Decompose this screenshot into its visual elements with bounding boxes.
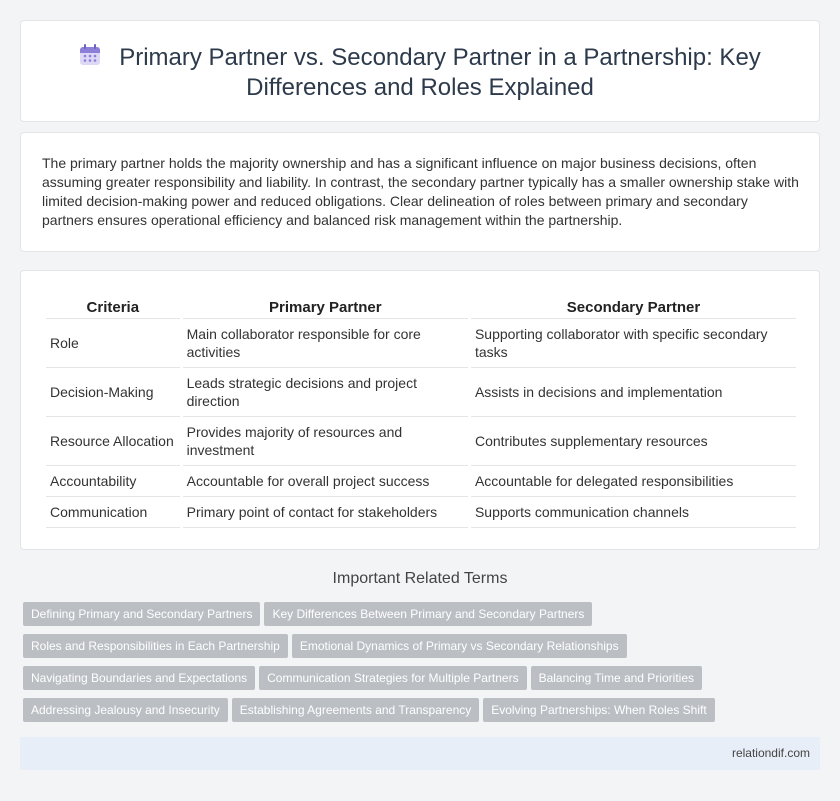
row-primary: Provides majority of resources and investment	[183, 417, 468, 466]
page-title	[21, 43, 819, 102]
table-row	[46, 368, 796, 417]
related-term-tag[interactable]: Key Differences Between Primary and Secondary Partners	[264, 602, 592, 626]
table-row	[46, 319, 796, 368]
header-primary-partner: Primary Partner	[183, 297, 468, 319]
row-criteria: Resource Allocation	[46, 417, 180, 466]
related-term-tag[interactable]: Navigating Boundaries and Expectations	[23, 666, 255, 690]
comparison-card	[20, 270, 820, 550]
title-line-1: Primary Partner vs. Secondary Partner in a Partnership: Key	[119, 44, 761, 71]
related-term-tag[interactable]: Emotional Dynamics of Primary vs Secondary Relationships	[292, 634, 627, 658]
row-criteria: Accountability	[46, 466, 180, 497]
intro-paragraph: The primary partner holds the majority ownership and has a significant influence on major business decisions, often assuming greater responsibility and liability. In contrast, the secondary partner typically has a smaller ownership stake with limited decision-making power and reduced obligations. Clear delineation of roles between primary and secondary partners ensures operational efficiency and balanced risk management within the partnership.	[42, 155, 799, 228]
calendar-icon	[79, 44, 101, 73]
comparison-table	[43, 297, 799, 528]
site-link[interactable]: relationdif.com	[731, 746, 810, 760]
related-term-tag[interactable]: Communication Strategies for Multiple Partners	[259, 666, 526, 690]
table-header-row	[46, 297, 796, 319]
related-term-tag[interactable]: Roles and Responsibilities in Each Partnership	[23, 634, 288, 658]
footer-bar	[20, 737, 820, 770]
table-row	[46, 497, 796, 528]
related-term-tag[interactable]: Establishing Agreements and Transparency	[232, 698, 479, 722]
related-term-tag[interactable]: Balancing Time and Priorities	[531, 666, 702, 690]
row-criteria: Decision-Making	[46, 368, 180, 417]
row-criteria: Communication	[46, 497, 180, 528]
row-criteria: Role	[46, 319, 180, 368]
row-secondary: Assists in decisions and implementation	[471, 368, 796, 417]
related-terms-heading: Important Related Terms	[332, 570, 508, 587]
related-term-tag[interactable]: Evolving Partnerships: When Roles Shift	[483, 698, 714, 722]
related-terms-list	[23, 602, 823, 730]
row-secondary: Supports communication channels	[471, 497, 796, 528]
row-primary: Primary point of contact for stakeholders	[183, 497, 468, 528]
row-secondary: Contributes supplementary resources	[471, 417, 796, 466]
row-primary: Accountable for overall project success	[183, 466, 468, 497]
header-criteria: Criteria	[46, 297, 180, 319]
table-row	[46, 417, 796, 466]
table-row	[46, 466, 796, 497]
title-line-2: Differences and Roles Explained	[246, 74, 594, 101]
related-term-tag[interactable]: Defining Primary and Secondary Partners	[23, 602, 260, 626]
row-primary: Leads strategic decisions and project direction	[183, 368, 468, 417]
related-term-tag[interactable]: Addressing Jealousy and Insecurity	[23, 698, 228, 722]
row-secondary: Supporting collaborator with specific secondary tasks	[471, 319, 796, 368]
row-primary: Main collaborator responsible for core activities	[183, 319, 468, 368]
header-card	[20, 20, 820, 122]
header-secondary-partner: Secondary Partner	[471, 297, 796, 319]
intro-card	[20, 132, 820, 252]
row-secondary: Accountable for delegated responsibilities	[471, 466, 796, 497]
